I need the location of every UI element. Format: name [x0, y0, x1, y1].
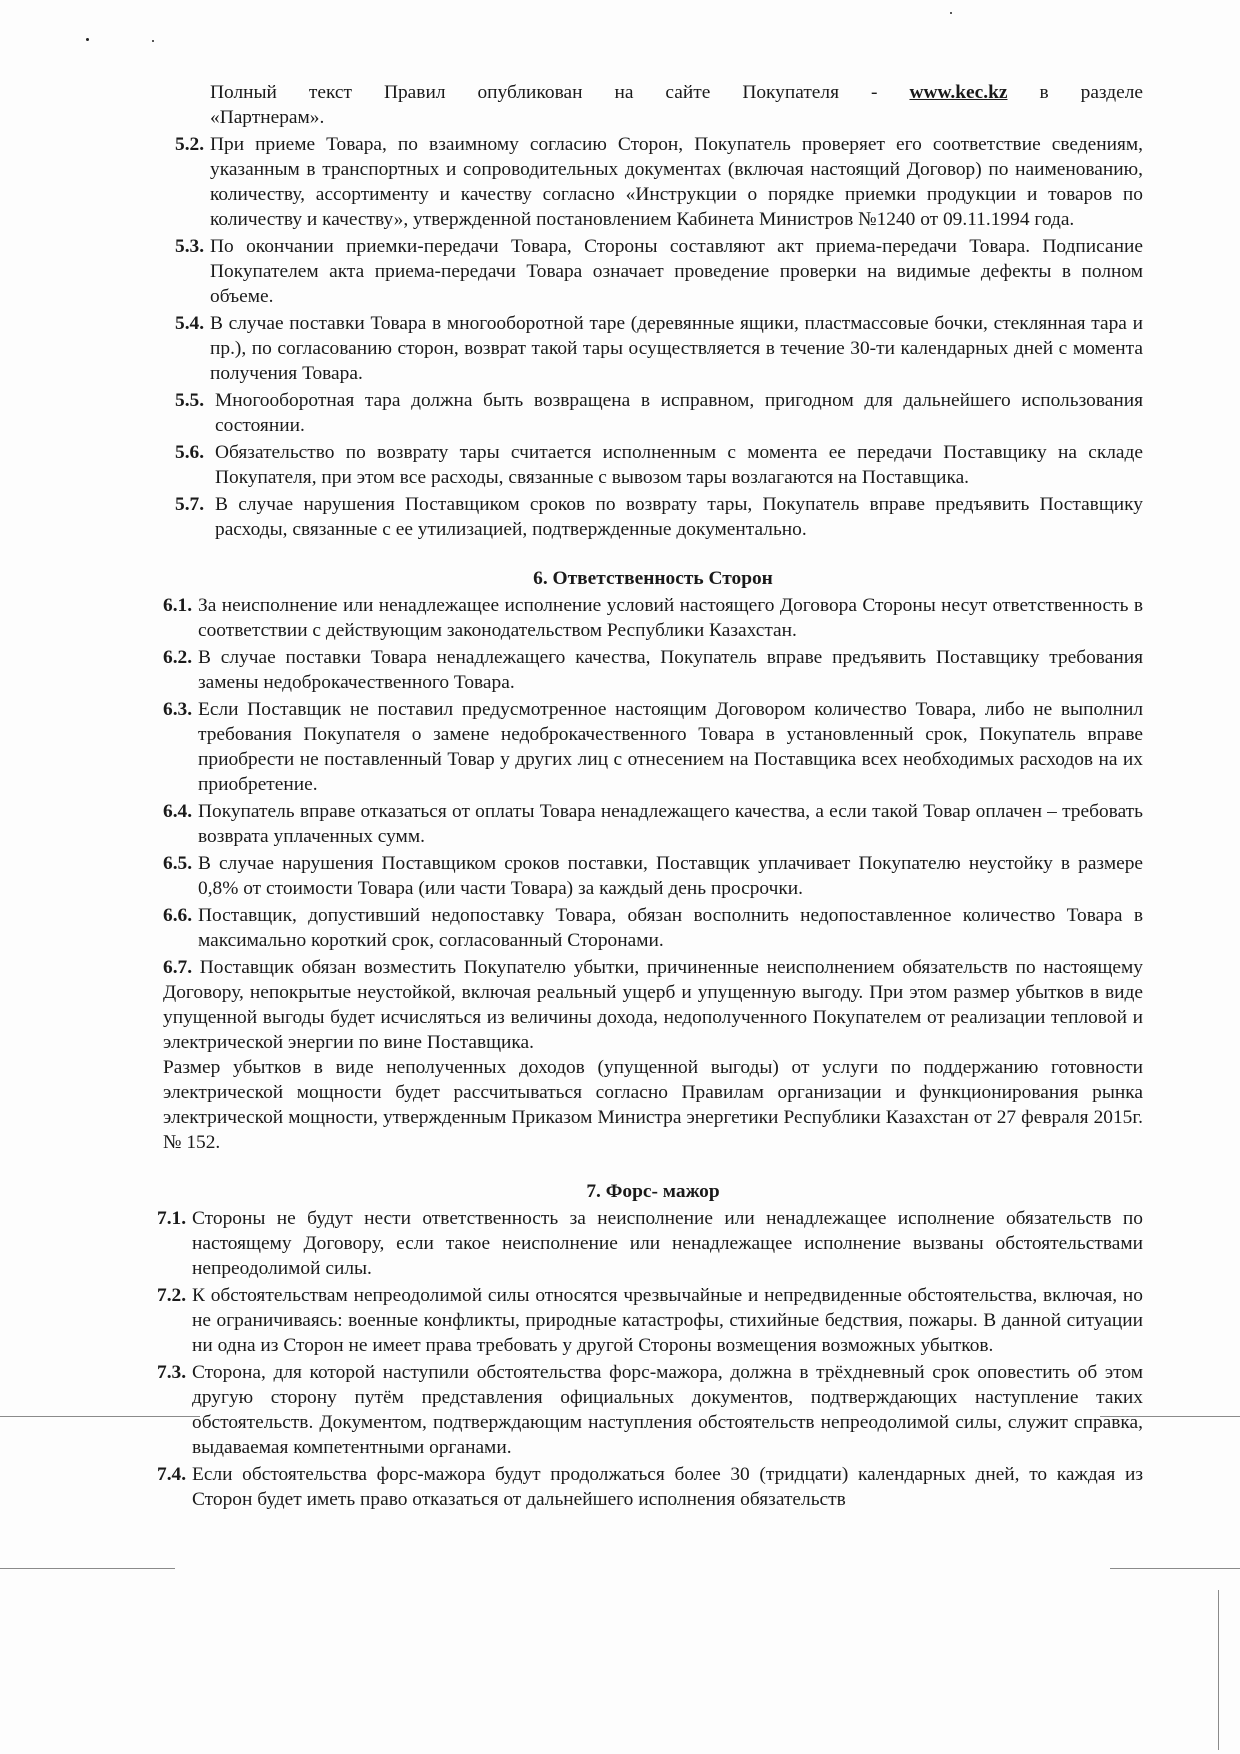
clause-7-4	[145, 1462, 1143, 1512]
clause-6-2	[151, 645, 1143, 695]
clause-text: Обязательство по возврату тары считается исполненным с момента ее передачи Поставщику на складе Покупателя, при этом все расходы, связанные с вывозом тары возлагаются на Поставщика.	[215, 442, 1143, 488]
clause-number: 6.1.	[163, 595, 193, 616]
clause-text: По окончании приемки-передачи Товара, Стороны составляют акт приема-передачи Товара. Подписание Покупателем акта приема-передачи Товара означает проведение проверки на видимые дефекты в полном объеме.	[210, 236, 1143, 307]
clause-number: 5.2.	[175, 134, 205, 155]
section-6-heading: 6. Ответственность Сторон	[533, 568, 773, 589]
losses-paragraph: Размер убытков в виде неполученных доходов (упущенной выгоды) от услуги по поддержанию готовности электрической мощности будет рассчитываться согласно Правилам организации и функционирования рынка электрической мощности, утвержденным Приказом Министра энергетики Республики Казахстан от 27 февраля 2015г. № 152.	[163, 1057, 1143, 1153]
kec-website-link[interactable]: www.kec.kz	[909, 82, 1008, 103]
clause-5-4	[163, 311, 1143, 386]
clause-number: 7.1.	[157, 1208, 187, 1229]
clause-text: В случае нарушения Поставщиком сроков по возврату тары, Покупатель вправе предъявить Поставщику расходы, связанные с ее утилизацией, подтвержденные документально.	[215, 494, 1143, 540]
clause-text: Если Поставщик не поставил предусмотренное настоящим Договором количество Товара, либо не выполнил требования Покупателя о замене недоброкачественного Товара в установленный срок, Покупатель вправе приобрести не поставленный Товар у других лиц с отнесением на Поставщика всех необходимых расходов на их приобретение.	[198, 699, 1143, 795]
scan-speck	[950, 12, 952, 14]
clause-text: Если обстоятельства форс-мажора будут продолжаться более 30 (тридцати) календарных дней, то каждая из Сторон будет иметь право отказаться от дальнейшего исполнения обязательств	[192, 1464, 1143, 1510]
clause-5-7	[163, 492, 1143, 542]
clause-text: За неисполнение или ненадлежащее исполнение условий настоящего Договора Стороны несут ответственность в соответствии с действующим законодательством Республики Казахстан.	[198, 595, 1143, 641]
rules-notice-section: в разделе	[1007, 82, 1143, 103]
clause-number: 6.2.	[163, 647, 193, 668]
clause-5-2	[163, 132, 1143, 232]
clause-text: При приеме Товара, по взаимному согласию Сторон, Покупатель проверяет его соответствие сведениям, указанным в транспортных и сопроводительных документах (включая настоящий Договор) по наименованию, количеству, ассортименту и качеству согласно «Инструкции о порядке приемки продукции и товаров по количеству и качеству», утвержденной постановлением Кабинета Министров №1240 от 09.11.1994 года.	[210, 134, 1143, 230]
clause-7-3	[145, 1360, 1143, 1460]
clause-number: 6.3.	[163, 699, 193, 720]
clause-number: 6.6.	[163, 905, 193, 926]
clause-number: 6.4.	[163, 801, 193, 822]
scan-edge-line	[1218, 1590, 1219, 1750]
clause-text: Сторона, для которой наступили обстоятельства форс-мажора, должна в трёхдневный срок оповестить об этом другую сторону путём представления официальных документов, подтверждающих наступление таких обстоятельств. Документом, подтверждающим наступления обстоятельств непреодолимой силы, служит справка, выдаваемая компетентными органами.	[192, 1362, 1143, 1458]
clause-6-3	[151, 697, 1143, 797]
clause-text: В случае нарушения Поставщиком сроков поставки, Поставщик уплачивает Покупателю неустойку в размере 0,8% от стоимости Товара (или части Товара) за каждый день просрочки.	[198, 853, 1143, 899]
clause-6-7	[163, 955, 1143, 1055]
clause-5-6	[163, 440, 1143, 490]
clause-6-5	[151, 851, 1143, 901]
clause-number: 7.4.	[157, 1464, 187, 1485]
clause-number: 6.5.	[163, 853, 193, 874]
scan-dash-line	[0, 1568, 175, 1569]
scan-speck	[86, 38, 89, 41]
clause-text: Поставщик обязан возместить Покупателю убытки, причиненные неисполнением обязательств по настоящему Договору, непокрытые неустойкой, включая реальный ущерб и упущенную выгоду. При этом размер убытков в виде упущенной выгоды будет исчисляться из величины дохода, недополученного Покупателем от реализации тепловой и электрической энергии по вине Поставщика.	[163, 957, 1143, 1053]
rules-notice	[210, 80, 1143, 130]
rules-notice-text: Полный текст Правил опубликован на сайте Покупателя -	[210, 82, 910, 103]
scan-dash-line	[1110, 1568, 1240, 1569]
scan-speck	[152, 40, 154, 42]
clause-number: 5.3.	[175, 236, 205, 257]
clause-7-2	[145, 1283, 1143, 1358]
rules-notice-section-name: «Партнерам».	[210, 107, 325, 128]
clause-number: 5.4.	[175, 313, 205, 334]
clause-number: 6.7.	[163, 957, 193, 978]
clause-6-4	[151, 799, 1143, 849]
clause-text: В случае поставки Товара в многооборотной таре (деревянные ящики, пластмассовые бочки, стеклянная тара и пр.), по согласованию сторон, возврат такой тары осуществляется в течение 30-ти календарных дней с момента получения Товара.	[210, 313, 1143, 384]
document-body	[157, 80, 1143, 1514]
clause-6-1	[151, 593, 1143, 643]
clause-text: К обстоятельствам непреодолимой силы относятся чрезвычайные и непредвиденные обстоятельства, включая, но не ограничиваясь: военные конфликты, природные катастрофы, стихийные бедствия, пожары. В данной ситуации ни одна из Сторон не имеет права требовать у другой Стороны возмещения возможных убытков.	[192, 1285, 1143, 1356]
clause-number: 5.6.	[175, 442, 205, 463]
clause-number: 7.3.	[157, 1362, 187, 1383]
clause-text: Поставщик, допустивший недопоставку Товара, обязан восполнить недопоставленное количество Товара в максимально короткий срок, согласованный Сторонами.	[198, 905, 1143, 951]
clause-text: Покупатель вправе отказаться от оплаты Товара ненадлежащего качества, а если такой Товар оплачен – требовать возврата уплаченных сумм.	[198, 801, 1143, 847]
clause-text: В случае поставки Товара ненадлежащего качества, Покупатель вправе предъявить Поставщику требования замены недоброкачественного Товара.	[198, 647, 1143, 693]
clause-5-5	[163, 388, 1143, 438]
clause-number: 5.5.	[175, 390, 205, 411]
clause-5-3	[163, 234, 1143, 309]
clause-6-6	[151, 903, 1143, 953]
section-7-heading: 7. Форс- мажор	[586, 1181, 720, 1202]
clause-7-1	[145, 1206, 1143, 1281]
clause-number: 5.7.	[175, 494, 205, 515]
clause-number: 7.2.	[157, 1285, 187, 1306]
clause-text: Стороны не будут нести ответственность за неисполнение или ненадлежащее исполнение обязательств по настоящему Договору, если такое неисполнение или ненадлежащее исполнение вызваны обстоятельствами непреодолимой силы.	[192, 1208, 1143, 1279]
clause-text: Многооборотная тара должна быть возвращена в исправном, пригодном для дальнейшего использования состоянии.	[215, 390, 1143, 436]
